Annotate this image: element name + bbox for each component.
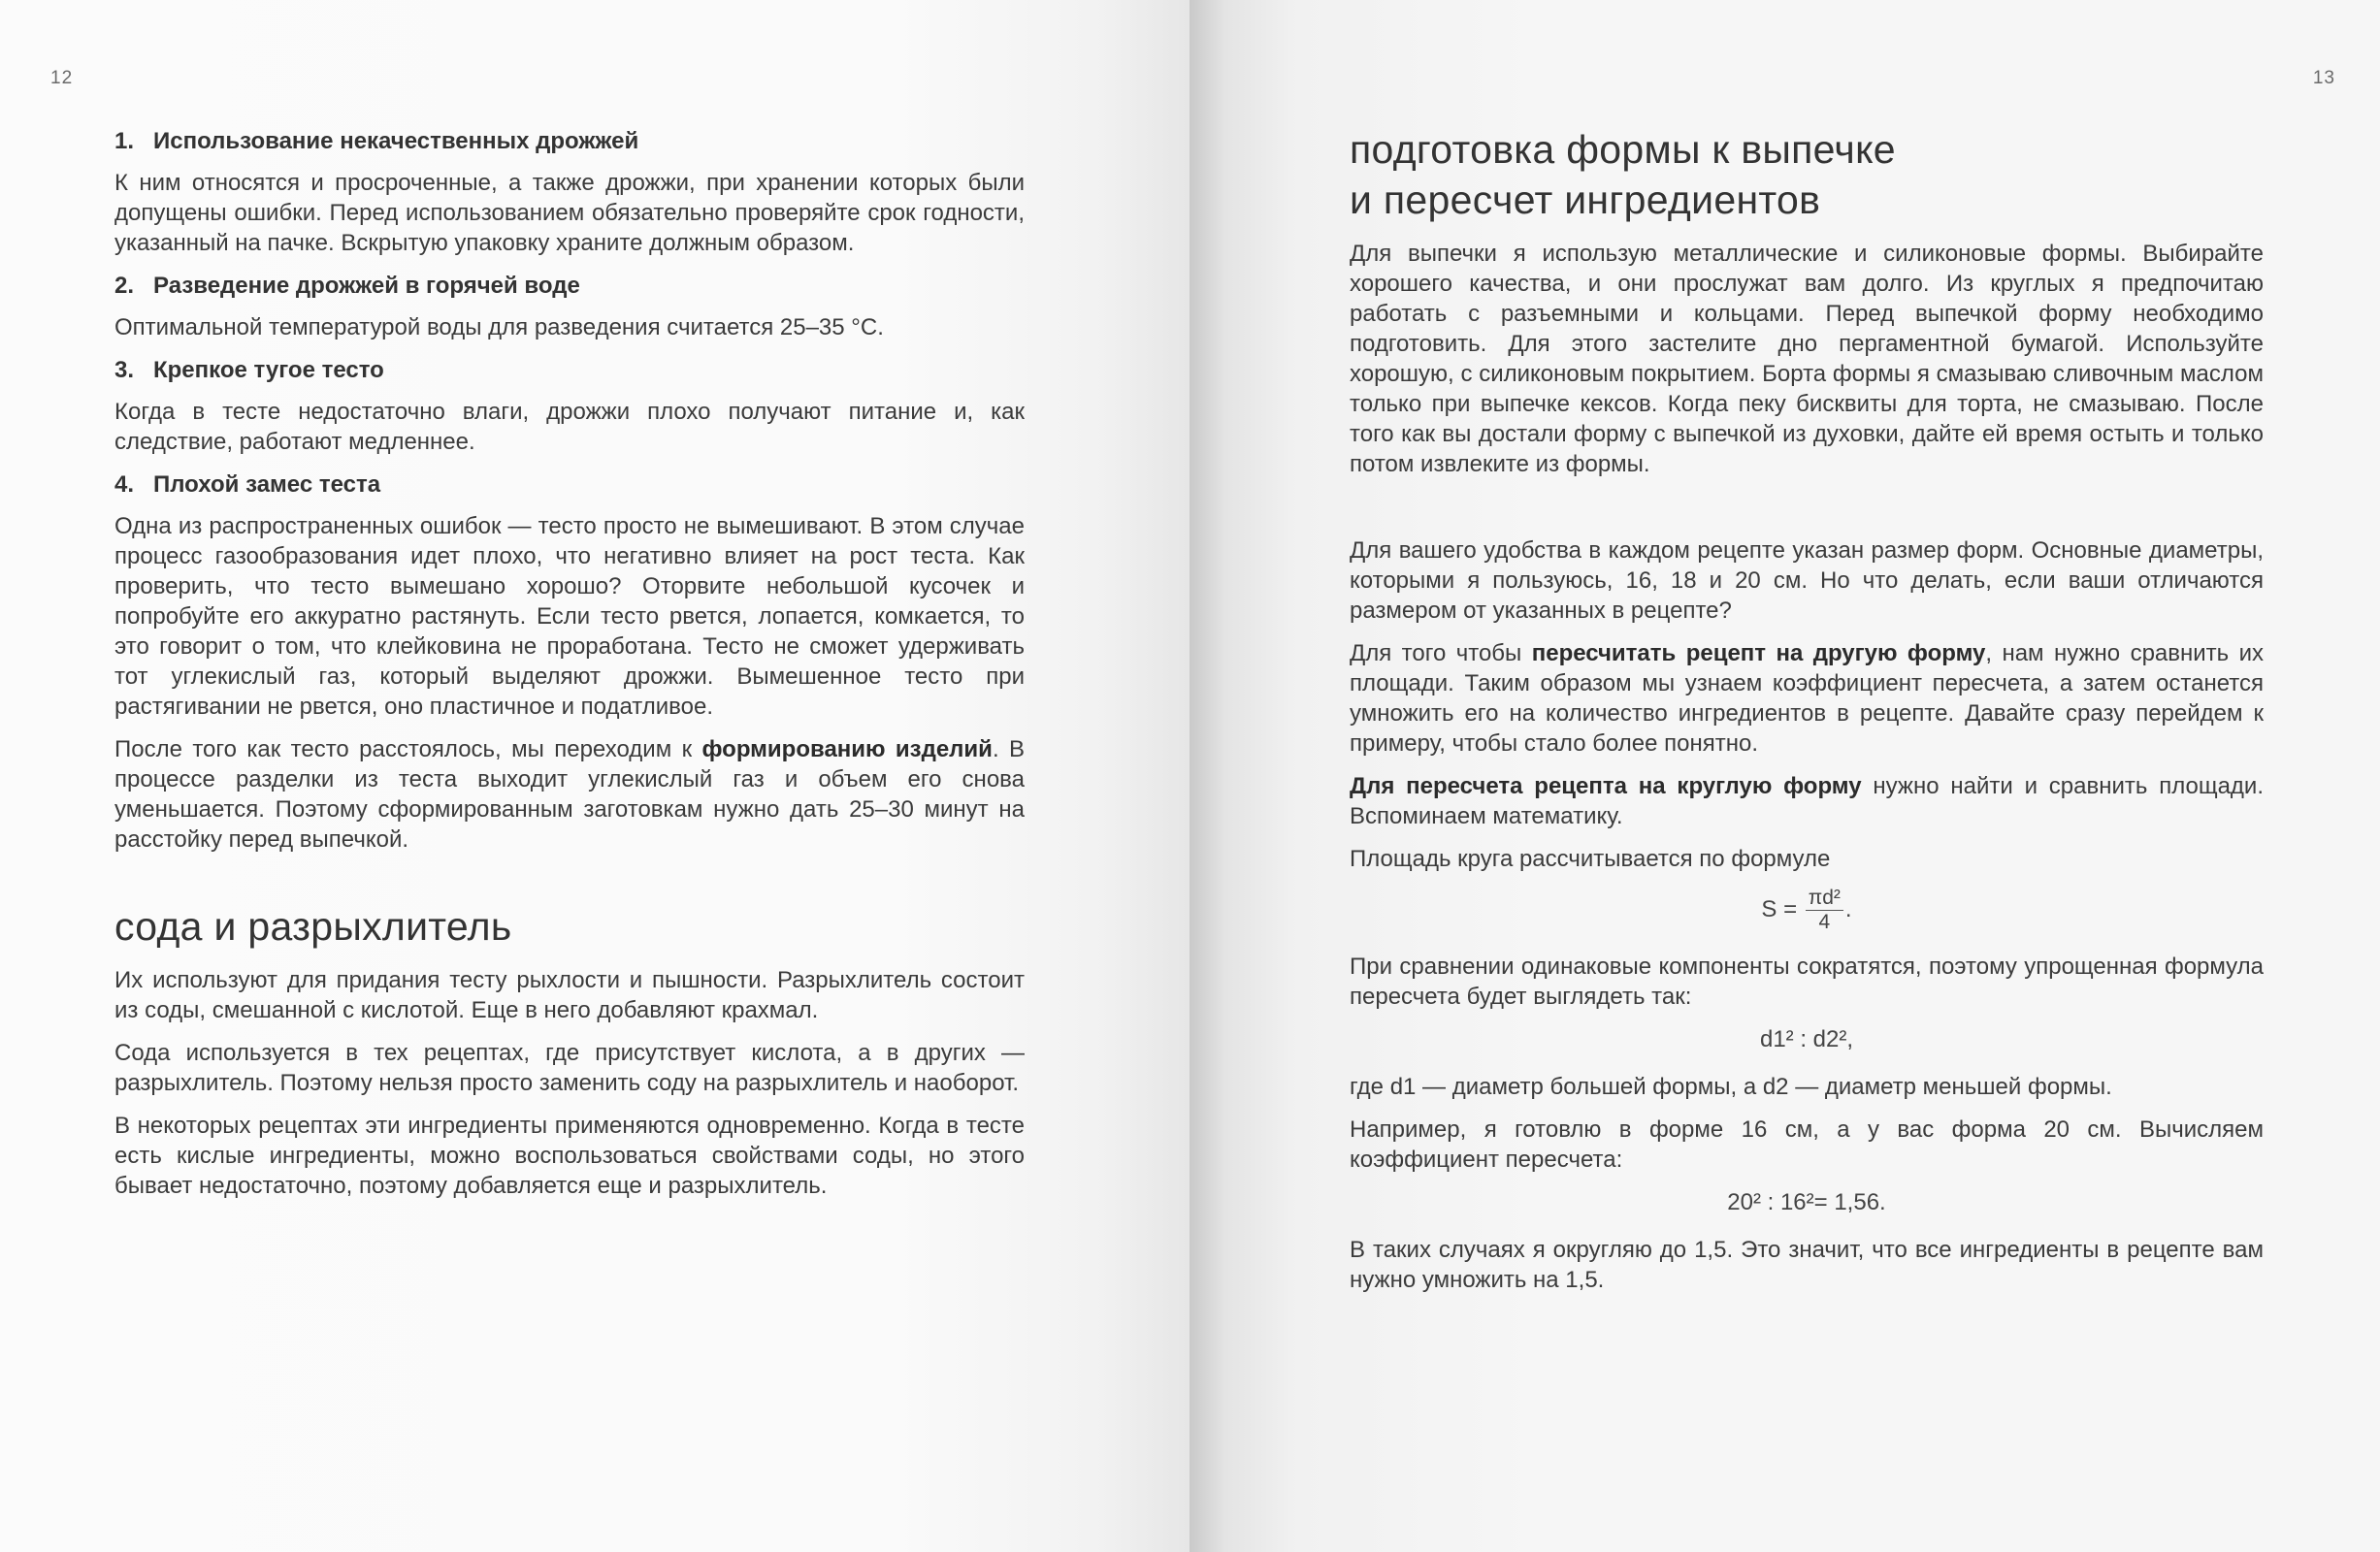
fraction-denominator: 4 [1818,911,1831,933]
recalc-bold-text: пересчитать рецепт на другую форму [1531,640,1986,666]
simplified-paragraph: При сравнении одинаковые компоненты сократятся, поэтому упрощенная формула пересчета будет выглядеть так: [1350,954,2264,1010]
list-item-title [114,126,1025,156]
soda-paragraph-1: Их используют для придания тесту рыхлости и пышности. Разрыхлитель состоит из соды, смешанной с кислотой. Еще в него добавляют крахмал. [114,967,1025,1023]
example-paragraph: Например, я готовлю в форме 16 см, а у вас форма 20 см. Вычисляем коэффициент пересчета: [1350,1116,2264,1173]
list-item-title-text: Использование некачественных дрожжей [153,128,639,154]
recalc-text-end: , нам нужно сравнить их площади. Таким образом мы узнаем коэффициент пересчета, а затем останется умножить его на количество ингредиентов в рецепте. Давайте сразу перейдем к примеру, чтобы стало более понятно. [1350,640,2264,757]
forms-paragraph: Для выпечки я использую металлические и силиконовые формы. Выбирайте хорошего качества, и они прослужат вам долго. Из круглых я предпочитаю работать с разъемными и кольцами. Перед выпечкой форму необходимо подготовить. Для этого застелите дно пергаментной бумагой. Используйте хорошую, с силиконовым покрытием. Борта формы я смазываю сливочным маслом только при выпечке кексов. Когда пеку бисквиты для торта, не смазываю. После того как вы достали форму с выпечкой из духовки, дайте ей время остыть и только потом извлеките из формы. [1350,241,2264,477]
recalc-text-start: Для того чтобы [1350,640,1532,666]
formula-circle-area [1350,887,2264,934]
list-item-body: Одна из распространенных ошибок — тесто просто не вымешивают. В этом случае процесс газообразования идет плохо, что негативно влияет на рост теста. Как проверить, что тесто вымешано хорошо? Оторвите небольшой кусочек и попробуйте его аккуратно растянуть. Если тесто рвется, лопается, комкается, то это говорит о том, что клейковина не проработана. Тесто не сможет удерживать тот углекислый газ, который выделяют дрожжи. Вымешенное тесто при растягивании не рвется, оно пластичное и податливое. [114,513,1025,720]
section-heading-forms [1350,124,2264,225]
formula-end: . [1844,895,1852,922]
formula-ratio: d1² : d2², [1759,1026,1854,1052]
page-number-left: 12 [50,68,74,88]
left-text-column [114,126,1025,1213]
soda-paragraph-2: Сода используется в тех рецептах, где присутствует кислота, а в других — разрыхлитель. Поэтому нельзя просто заменить соду на разрыхлитель и наоборот. [114,1040,1025,1096]
section-heading-soda: сода и разрыхлитель [114,904,512,949]
list-item-title-text: Разведение дрожжей в горячей воде [153,273,580,299]
right-text-column [1350,124,2264,1308]
list-item-title [114,271,1025,301]
circle-area-paragraph: Площадь круга рассчитывается по формуле [1350,846,1831,872]
shaping-text-end: . В процессе разделки из теста выходит углекислый газ и объем его снова уменьшается. Поэтому сформированным заготовкам нужно дать 25–30 минут на расстойку перед выпечкой. [114,736,1025,853]
list-item-number: 1. [114,128,135,154]
list-item-number: 4. [114,471,135,498]
recalc-paragraph [1350,638,2264,759]
right-page [1190,0,2380,1552]
list-item-title [114,355,1025,385]
soda-paragraph-3: В некоторых рецептах эти ингредиенты применяются одновременно. Когда в тесте есть кислые ингредиенты, можно воспользоваться свойствами соды, но этого бывает недостаточно, поэтому добавляется еще и разрыхлитель. [114,1113,1025,1199]
round-form-text: нужно найти и сравнить площади. Вспоминаем математику. [1350,773,2264,829]
round-form-paragraph [1350,771,2264,831]
list-item-title-text: Крепкое тугое тесто [153,357,384,383]
heading-line-2: и пересчет ингредиентов [1350,178,1821,222]
list-item-title [114,469,1025,500]
list-item-number: 2. [114,273,135,299]
heading-line-1: подготовка формы к выпечке [1350,127,1896,172]
shaping-text-start: После того как тесто расстоялось, мы переходим к [114,736,702,762]
list-item-body: Когда в тесте недостаточно влаги, дрожжи плохо получают питание и, как следствие, работают медленнее. [114,399,1025,455]
sizes-paragraph: Для вашего удобства в каждом рецепте указан размер форм. Основные диаметры, которыми я пользуюсь, 16, 18 и 20 см. Но что делать, если ваши отличаются размером от указанных в рецепте? [1350,537,2264,624]
list-item-number: 3. [114,357,135,383]
list-item-body: Оптимальной температурой воды для разведения считается 25–35 °С. [114,314,884,340]
formula-fraction [1806,887,1843,934]
shaping-paragraph [114,734,1025,855]
list-item-title-text: Плохой замес теста [153,471,381,498]
rounding-paragraph: В таких случаях я округляю до 1,5. Это значит, что все ингредиенты в рецепте вам нужно умножить на 1,5. [1350,1237,2264,1293]
list-item-body: К ним относятся и просроченные, а также дрожжи, при хранении которых были допущены ошибки. Перед использованием обязательно проверяйте срок годности, указанный на пачке. Вскрытую упаковку храните должным образом. [114,170,1025,256]
fraction-numerator: πd² [1806,887,1843,911]
round-form-bold-text: Для пересчета рецепта на круглую форму [1350,773,1862,799]
shaping-bold-text: формированию изделий [701,736,993,762]
page-number-right: 13 [2312,68,2335,88]
formula-example: 20² : 16²= 1,56. [1727,1189,1886,1215]
formula-lhs: S = [1761,895,1804,922]
diameter-paragraph: где d1 — диаметр большей формы, а d2 — диаметр меньшей формы. [1350,1074,2112,1100]
